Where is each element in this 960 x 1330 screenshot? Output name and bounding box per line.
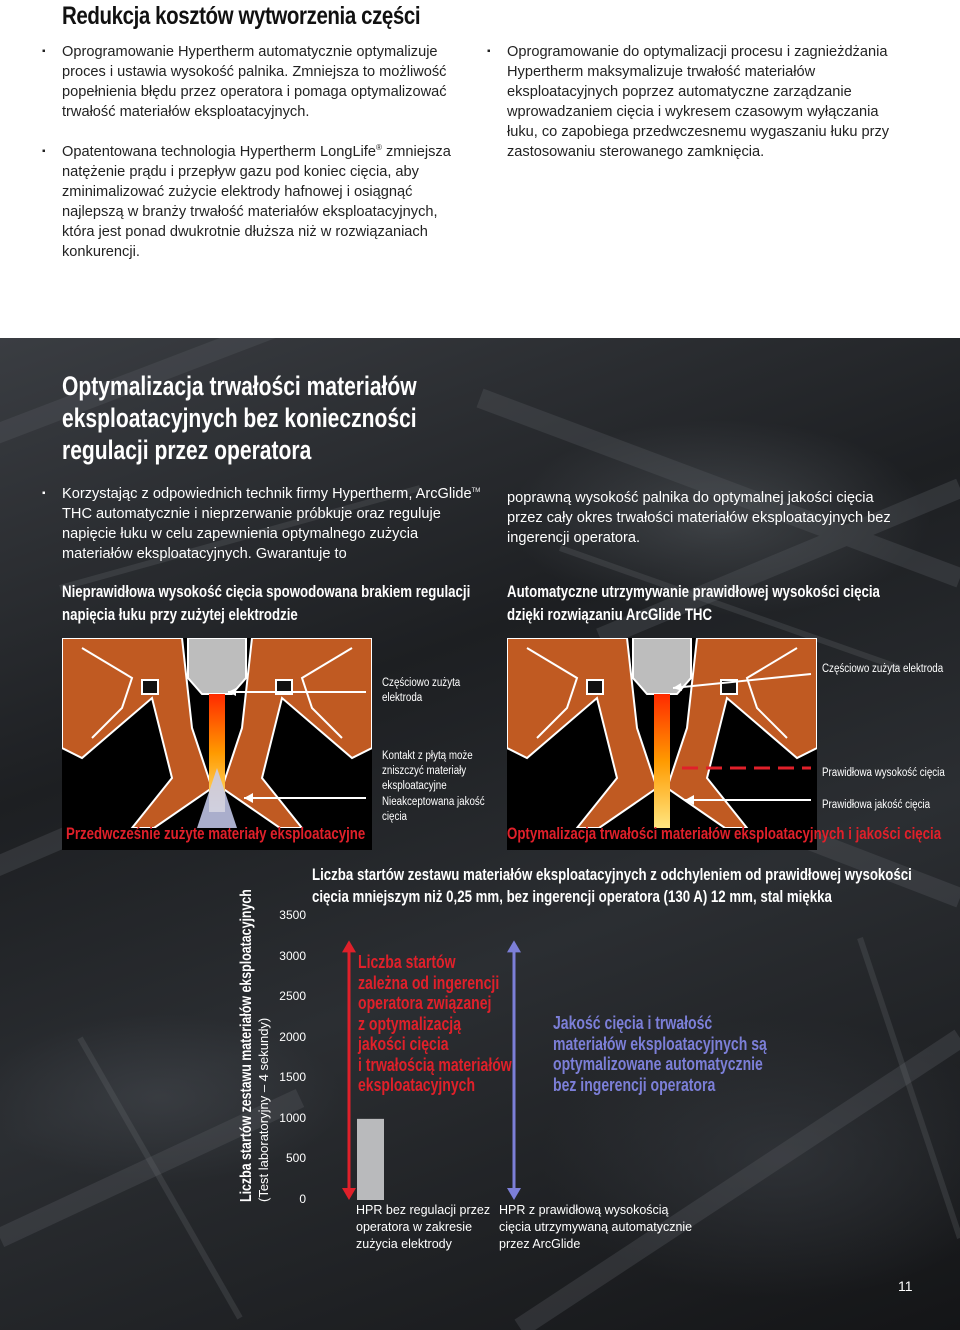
annotation-red: Liczba startów zależna od ingerencji operatora związanej z optymalizacją jakości cięcia i trwałością materiałów eksploatacyjnych xyxy=(358,952,512,1095)
y-tick-label: 500 xyxy=(285,1151,306,1166)
right-subheading: Automatyczne utrzymywanie prawidłowej wysokości cięcia dzięki rozwiązaniu ArcGlide THC xyxy=(507,582,880,624)
page-title: Redukcja kosztów wytworzenia części xyxy=(62,2,421,30)
y-tick-label: 3500 xyxy=(279,908,306,922)
y-tick-label: 1000 xyxy=(279,1110,306,1125)
page-number: 11 xyxy=(898,1278,913,1294)
caption-left: Przedwcześnie zużyte materiały eksploatacyjne xyxy=(66,824,366,843)
chart-y-axis-label: Liczba startów zestawu materiałów eksploatacyjnych (Test laboratoryjny – 4 sekundy) xyxy=(238,889,271,1202)
dark-section xyxy=(0,338,960,1330)
y-tick-label: 3000 xyxy=(279,948,306,963)
left-subheading: Nieprawidłowa wysokość cięcia spowodowana brakiem regulacji napięcia łuku przy zużytej elektrodzie xyxy=(62,582,471,624)
annotation-blue: Jakość cięcia i trwałość materiałów eksploatacyjnych są optymalizowane automatycznie bez ingerencji operatora xyxy=(553,1013,767,1095)
left-bullet-list xyxy=(62,42,462,282)
label-quality-left: Nieakceptowana jakość cięcia xyxy=(382,796,485,823)
section-heading: Optymalizacja trwałości materiałów eksploatacyjnych bez konieczności regulacji przez operatora xyxy=(62,371,417,465)
caption-right: Optymalizacja trwałości materiałów eksploatacyjnych i jakości cięcia xyxy=(507,824,942,843)
bar-hpr-no-regulation xyxy=(357,1119,384,1200)
bullet-item: ▪ Opatentowana technologia Hypertherm LongLife® zmniejsza natężenie prądu i przepływ gazu pod koniec cięcia, aby zminimalizować zużycie elektrody hafnowej i osiągnąć najlepszą w branży trwałość materiałów eksploatacyjnych, która jest ponad dwukrotnie dłuższa niż w rozwiązaniach konkurencji. xyxy=(62,142,462,262)
section-text-left: ▪ Korzystając z odpowiednich technik firmy Hypertherm, ArcGlide™ THC automatycznie i nieprzerwanie próbkuje oraz reguluje napięcie łuku w celu zapewnienia optymalnego zużycia materiałów eksploatacyjnych. Gwarantuje to xyxy=(62,484,482,564)
label-electrode-left: Częściowo zużyta elektroda xyxy=(382,677,461,704)
y-tick-label: 0 xyxy=(299,1192,306,1206)
category-label-1: HPR bez regulacji przez operatora w zakresie zużycia elektrody xyxy=(356,1203,491,1251)
y-tick-label: 2500 xyxy=(279,989,306,1004)
right-bullet-list xyxy=(507,42,902,182)
category-label-2: HPR z prawidłową wysokością cięcia utrzymywaną automatycznie przez ArcGlide xyxy=(499,1203,693,1251)
label-quality-right: Prawidłowa jakość cięcia xyxy=(822,799,931,811)
chart-title: Liczba startów zestawu materiałów eksploatacyjnych z odchyleniem od prawidłowej wysokości cięcia mniejszym niż 0,25 mm, bez ingerencji operatora (130 A) 12 mm, stal miękka xyxy=(312,865,912,906)
y-tick-label: 2000 xyxy=(279,1029,306,1044)
chart-plot xyxy=(0,338,960,1330)
section-text-right: poprawną wysokość palnika do optymalnej jakości cięcia przez cały okres trwałości materiałów eksploatacyjnych bez ingerencji operatora. xyxy=(507,490,891,546)
range-arrow-red xyxy=(342,940,356,1200)
label-contact-left: Kontakt z płytą może zniszczyć materiały eksploatacyjne xyxy=(382,750,473,792)
label-electrode-right: Częściowo zużyta elektroda xyxy=(822,663,944,675)
bullet-item: ▪ Oprogramowanie do optymalizacji procesu i zagnieżdżania Hypertherm maksymalizuje trwałość materiałów eksploatacyjnych poprzez automatyczne zarządzanie wprowadzaniem cięcia i wykresem czasowym wyłączania łuku, co zapobiega przedwczesnemu wygaszaniu łuku przy zastosowaniu sterowanego zamknięcia. xyxy=(507,42,902,162)
label-height-right: Prawidłowa wysokość cięcia xyxy=(822,767,945,779)
bullet-item: ▪ Oprogramowanie Hypertherm automatycznie optymalizuje proces i ustawia wysokość palnika. Zmniejsza to możliwość popełnienia błędu przez operatora i pomaga optymalizować trwałość materiałów eksploatacyjnych. xyxy=(62,42,462,122)
y-tick-label: 1500 xyxy=(279,1070,306,1085)
